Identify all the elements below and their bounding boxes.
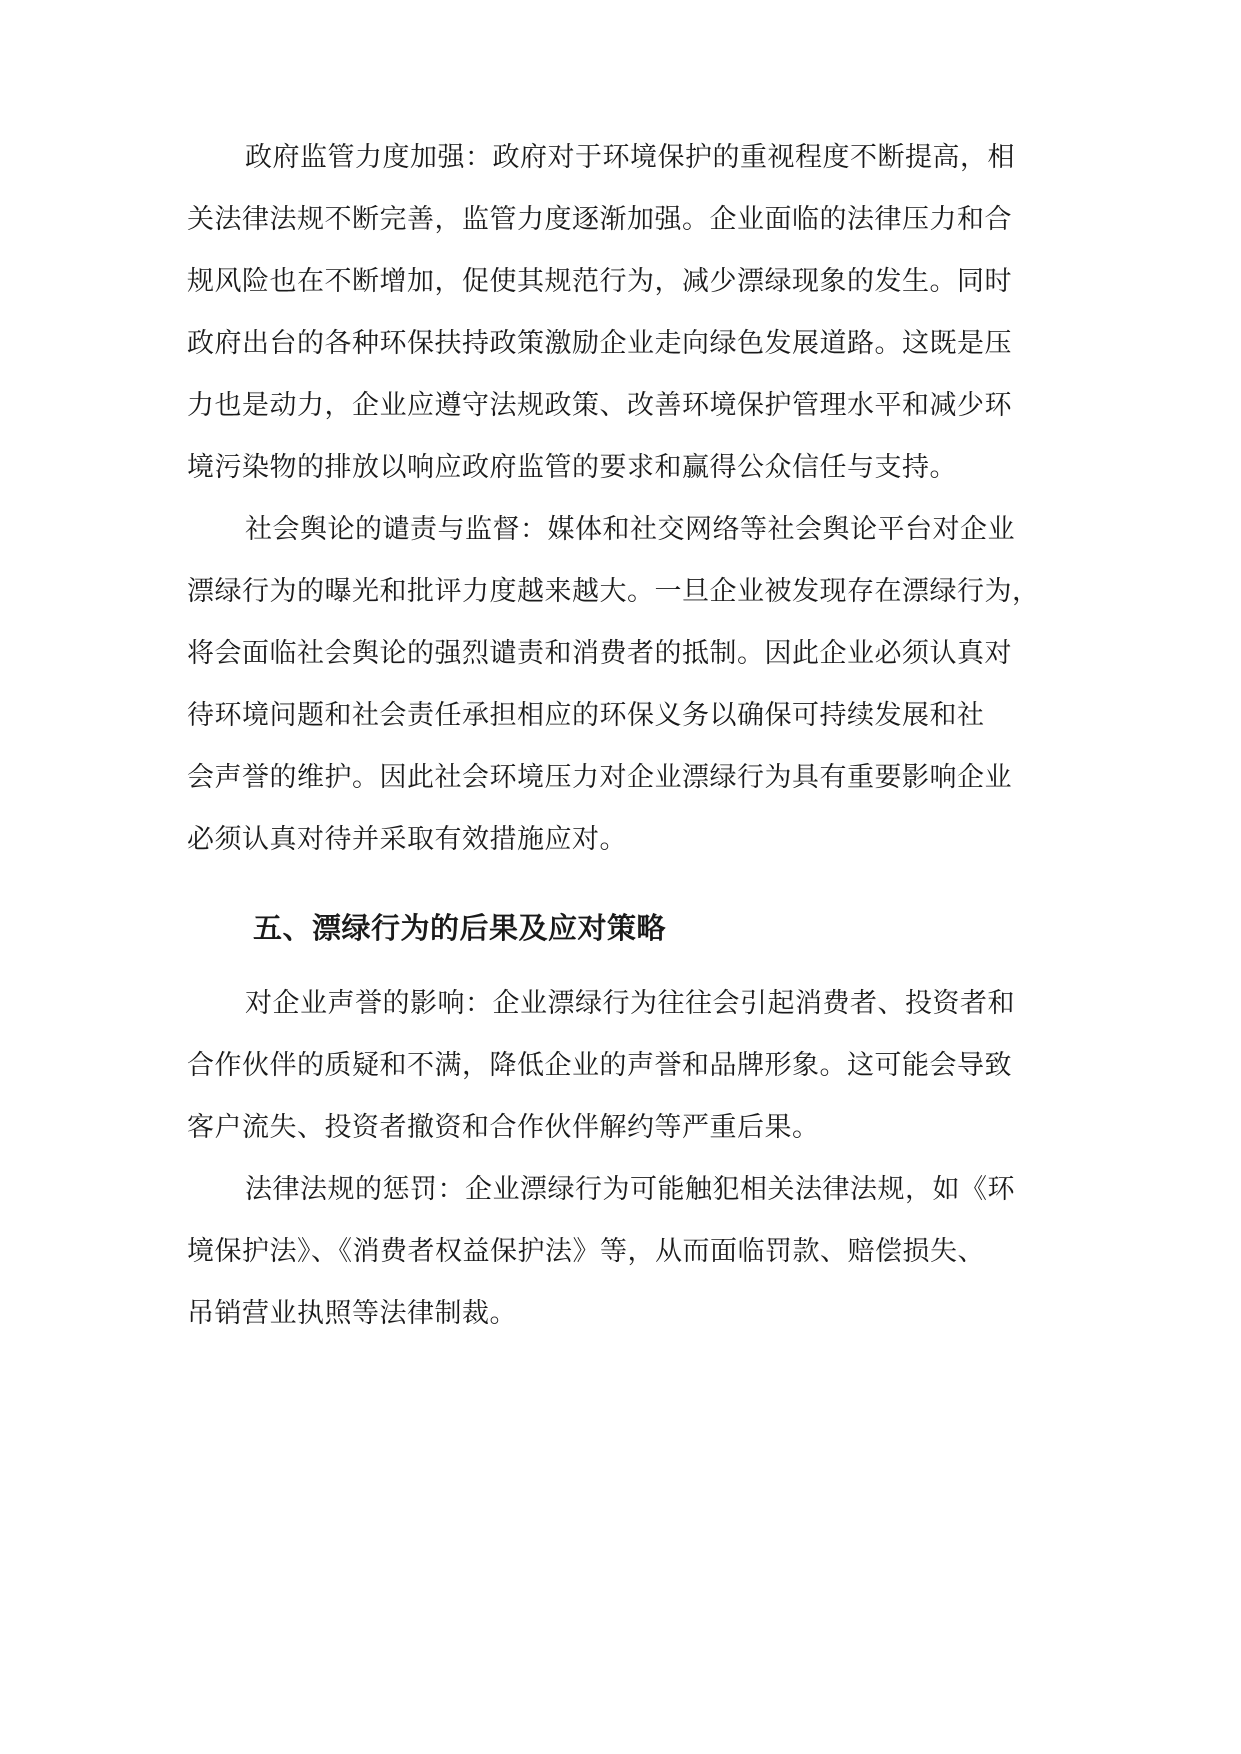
paragraph-1-line-2: 关法律法规不断完善，监管力度逐渐加强。企业面临的法律压力和合: [187, 204, 1012, 235]
paragraph-4-line-1: 法律法规的惩罚：企业漂绿行为可能触犯相关法律法规，如《环: [245, 1174, 1015, 1205]
paragraph-1-line-4: 政府出台的各种环保扶持政策激励企业走向绿色发展道路。这既是压: [187, 328, 1012, 359]
paragraph-1-line-1: 政府监管力度加强：政府对于环境保护的重视程度不断提高，相: [245, 142, 1015, 173]
paragraph-3-line-1: 对企业声誉的影响：企业漂绿行为往往会引起消费者、投资者和: [245, 988, 1015, 1019]
paragraph-1-line-3: 规风险也在不断增加，促使其规范行为，减少漂绿现象的发生。同时: [187, 266, 1012, 297]
paragraph-3-line-3: 客户流失、投资者撤资和合作伙伴解约等严重后果。: [187, 1112, 820, 1143]
paragraph-1-line-6: 境污染物的排放以响应政府监管的要求和赢得公众信任与支持。: [187, 452, 957, 483]
paragraph-2-line-5: 会声誉的维护。因此社会环境压力对企业漂绿行为具有重要影响企业: [187, 762, 1012, 793]
paragraph-2-line-6: 必须认真对待并采取有效措施应对。: [187, 824, 627, 855]
paragraph-2-line-4: 待环境问题和社会责任承担相应的环保义务以确保可持续发展和社: [187, 700, 985, 731]
section-heading: 五、漂绿行为的后果及应对策略: [253, 911, 667, 945]
paragraph-2-line-2: 漂绿行为的曝光和批评力度越来越大。一旦企业被发现存在漂绿行为，: [187, 576, 1040, 607]
paragraph-2-line-1: 社会舆论的谴责与监督：媒体和社交网络等社会舆论平台对企业: [245, 514, 1015, 545]
paragraph-2-line-3: 将会面临社会舆论的强烈谴责和消费者的抵制。因此企业必须认真对: [187, 638, 1012, 669]
paragraph-4-line-3: 吊销营业执照等法律制裁。: [187, 1298, 517, 1329]
paragraph-1-line-5: 力也是动力，企业应遵守法规政策、改善环境保护管理水平和减少环: [187, 390, 1012, 421]
paragraph-3-line-2: 合作伙伴的质疑和不满，降低企业的声誉和品牌形象。这可能会导致: [187, 1050, 1012, 1081]
paragraph-4-line-2: 境保护法》、《消费者权益保护法》等，从而面临罚款、赔偿损失、: [187, 1236, 985, 1267]
